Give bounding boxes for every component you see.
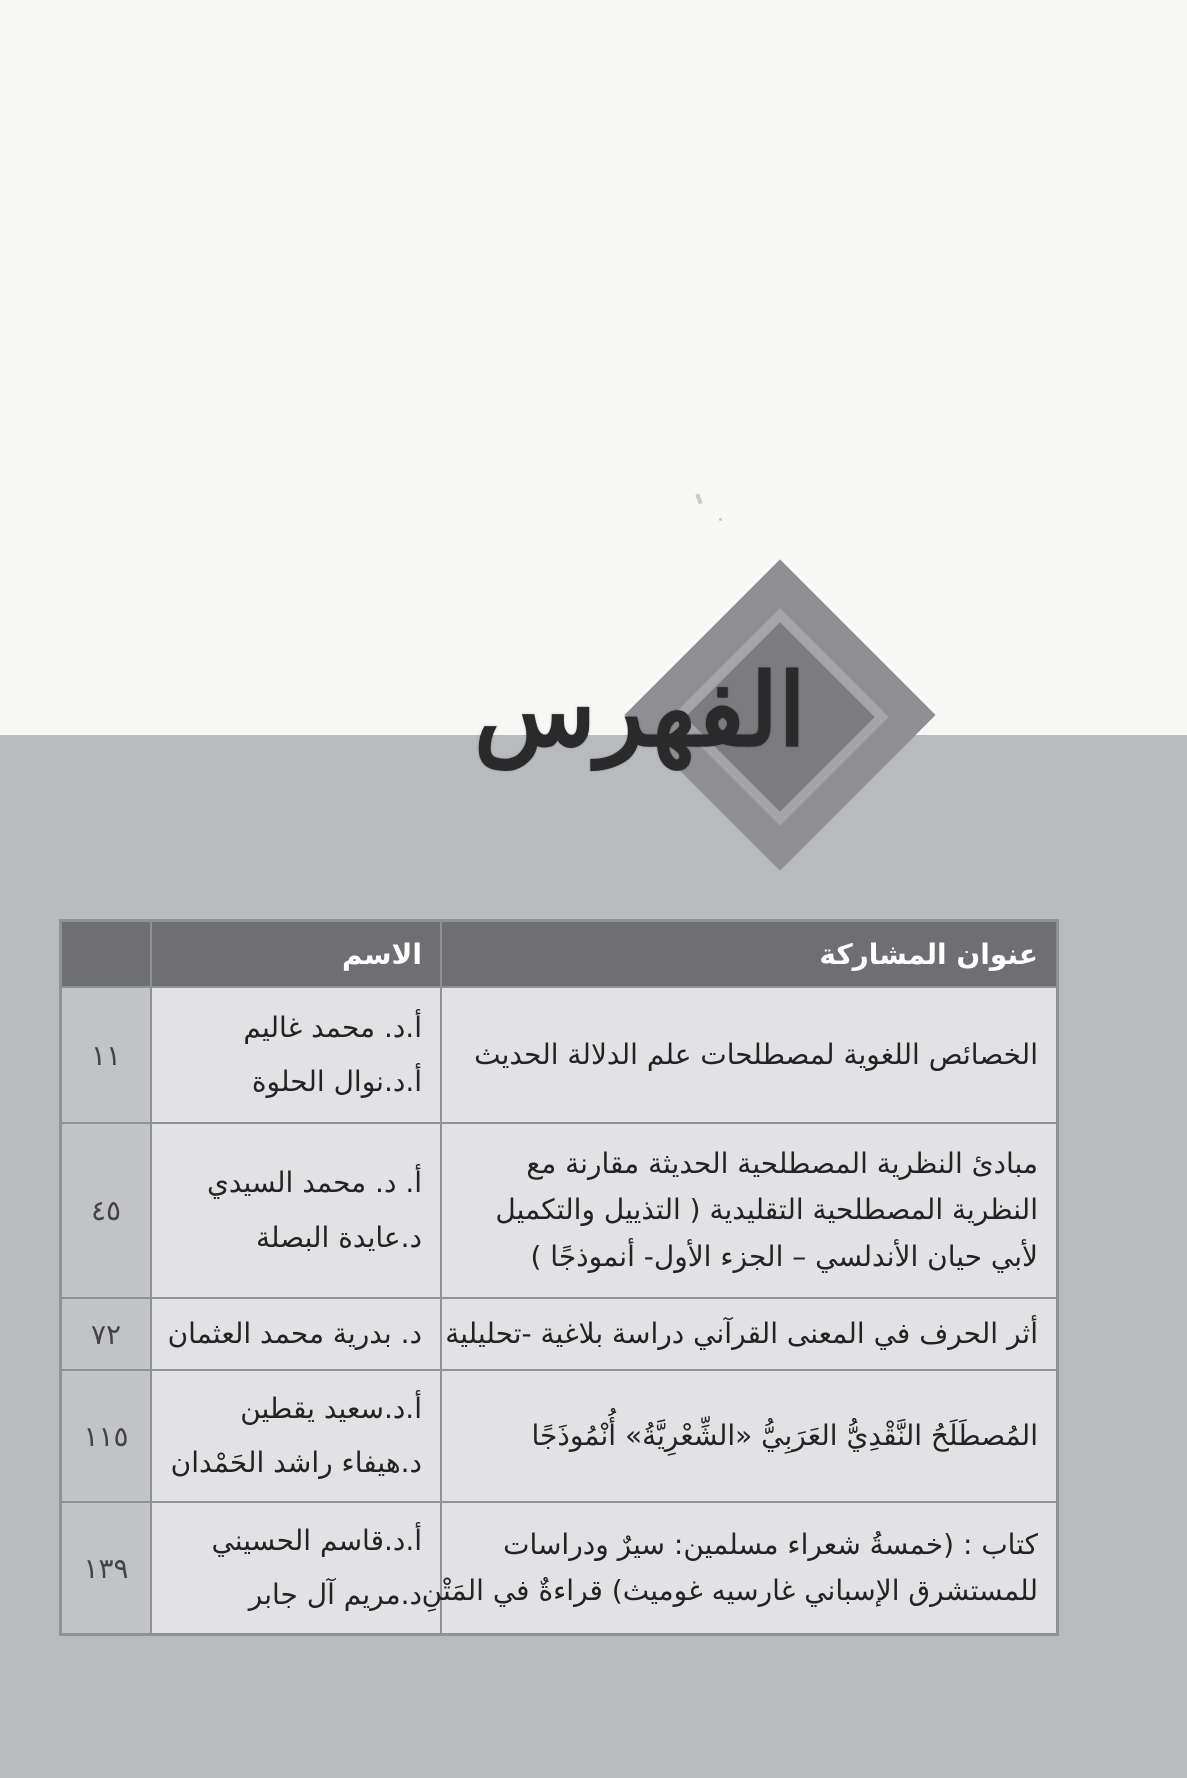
author-names-cell xyxy=(151,1298,441,1370)
participation-title-cell xyxy=(441,987,1057,1123)
participation-title-line: مبادئ النظرية المصطلحية الحديثة مقارنة مع xyxy=(526,1147,1038,1181)
page-number: ١١٥ xyxy=(61,1370,151,1502)
page-number: ٧٢ xyxy=(61,1298,151,1370)
header-page xyxy=(61,921,151,987)
faint-mark-dot xyxy=(719,518,722,521)
participation-title-line: لأبي حيان الأندلسي – الجزء الأول- أنموذجًا ) xyxy=(530,1239,1038,1273)
participation-title-cell xyxy=(441,1298,1057,1370)
participation-title-line: للمستشرق الإسباني غارسيه غوميث) قراءةٌ في المَتْنِ xyxy=(421,1574,1038,1608)
author-name: د.مريم آل جابر xyxy=(248,1578,422,1612)
author-name: أ.د.قاسم الحسيني xyxy=(211,1524,422,1557)
author-names-cell xyxy=(151,1370,441,1502)
table-row xyxy=(61,1298,1057,1370)
participation-title-line: الخصائص اللغوية لمصطلحات علم الدلالة الحديث xyxy=(474,1037,1038,1071)
author-names-cell xyxy=(151,1502,441,1634)
header-title: عنوان المشاركة xyxy=(441,921,1057,987)
participation-title-cell xyxy=(441,1370,1057,1502)
author-name: أ.د.سعيد يقطين xyxy=(240,1392,422,1425)
author-name: أ.د.نوال الحلوة xyxy=(251,1065,422,1098)
author-name: د.عايدة البصلة xyxy=(256,1220,422,1254)
table-row xyxy=(61,1370,1057,1502)
author-names-cell xyxy=(151,987,441,1123)
table-row xyxy=(61,1502,1057,1634)
page-number: ١١ xyxy=(61,987,151,1123)
header-name: الاسم xyxy=(151,921,441,987)
table-row xyxy=(61,1123,1057,1298)
participation-title-line: كتاب : (خمسةُ شعراء مسلمين: سيرٌ ودراسات xyxy=(503,1528,1038,1561)
table-of-contents xyxy=(60,920,1058,1635)
author-name: أ.د. محمد غاليم xyxy=(243,1010,422,1044)
author-name: أ. د. محمد السيدي xyxy=(206,1166,422,1200)
table-header-row xyxy=(61,921,1057,987)
top-white-background xyxy=(0,0,1187,735)
participation-title-line: النظرية المصطلحية التقليدية ( التذييل والتكميل xyxy=(495,1193,1038,1227)
author-names-cell xyxy=(151,1123,441,1298)
page-title: الفهرس xyxy=(473,651,807,769)
page-number: ٤٥ xyxy=(61,1123,151,1298)
page-number: ١٣٩ xyxy=(61,1502,151,1634)
participation-title-line: المُصطَلَحُ النَّقْدِيُّ العَرَبِيُّ «الشِّعْرِيَّةُ» أُنْمُوذَجًا xyxy=(531,1419,1038,1453)
participation-title-line: أثر الحرف في المعنى القرآني دراسة بلاغية -تحليلية xyxy=(445,1317,1038,1350)
table-row xyxy=(61,987,1057,1123)
participation-title-cell xyxy=(441,1123,1057,1298)
participation-title-cell xyxy=(421,1502,1057,1634)
author-name: د.هيفاء راشد الحَمْدان xyxy=(170,1446,422,1480)
author-name: د. بدرية محمد العثمان xyxy=(167,1317,422,1350)
